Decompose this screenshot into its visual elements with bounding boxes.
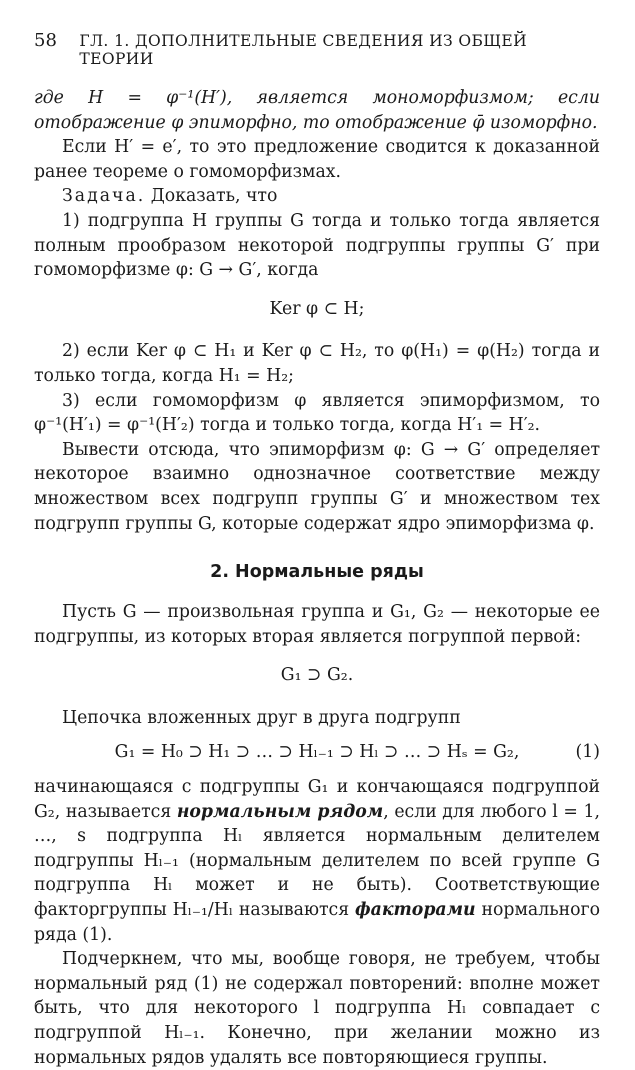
task-paragraph [34, 184, 600, 209]
paragraph: Вывести отсюда, что эпиморфизм φ: G → G′ определяет некоторое взаимно однозначное соответствие между множеством всех подгрупп группы G′ и множеством тех подгрупп группы G, которые содержат ядро эпиморфизма φ. [34, 439, 600, 534]
page-header [34, 30, 600, 68]
running-title: ГЛ. 1. ДОПОЛНИТЕЛЬНЫЕ СВЕДЕНИЯ ИЗ ОБЩЕЙ ТЕОРИИ [79, 32, 528, 68]
task-item-1: 1) подгруппа H группы G тогда и только тогда является полным прообразом некоторой подгруппы группы G′ при гомоморфизме φ: G → G′, когда [34, 210, 600, 281]
text-run: , если для любого l = 1, …, s подгруппа Hₗ является нормальным делителем подгруппы Hₗ₋₁ (нормальным делителем по всей группе G подгруппа Hₗ может и не быть). Соответствующие факторгруппы Hₗ₋₁/Hₗ называются [34, 801, 600, 921]
paragraph: Если H′ = e′, то это предложение сводится к доказанной ранее теореме о гомоморфизмах. [34, 137, 600, 182]
formula-normal-series-body: G₁ = H₀ ⊃ H₁ ⊃ … ⊃ Hₗ₋₁ ⊃ Hₗ ⊃ … ⊃ Hₛ = G₂, [114, 742, 520, 763]
paragraph: Цепочка вложенных друг в друга подгрупп [62, 707, 461, 728]
equation-number: (1) [575, 742, 600, 763]
section-title: 2. Нормальные ряды [210, 562, 424, 583]
term-normal-series: нормальным рядом [176, 801, 384, 822]
task-label: Задача. [62, 186, 146, 207]
formula-normal-series [34, 740, 600, 765]
paragraph: где H = φ⁻¹(H′), является мономорфизмом; если отображение φ эпиморфно, то отображение φ̄ изоморфно. [34, 88, 600, 133]
page-number: 58 [34, 30, 57, 51]
paragraph [34, 775, 600, 947]
formula-inclusion: G₁ ⊃ G₂. [280, 665, 354, 686]
paragraph: Пусть G — произвольная группа и G₁, G₂ — некоторые ее подгруппы, из которых вторая является погруппой первой: [34, 602, 600, 647]
formula-ker: Ker φ ⊂ H; [269, 298, 365, 319]
text-run: нормального ряда (1). [34, 900, 600, 945]
book-page [34, 30, 600, 1070]
task-intro: Доказать, что [150, 186, 278, 207]
paragraph: Подчеркнем, что мы, вообще говоря, не требуем, чтобы нормальный ряд (1) не содержал повторений: вполне может быть, что для некоторого l подгруппа Hₗ совпадает с подгруппой Hₗ₋₁. Конечно, при желании можно из нормальных рядов удалять все повторяющиеся группы. [34, 949, 600, 1068]
task-item-2: 2) если Ker φ ⊂ H₁ и Ker φ ⊂ H₂, то φ(H₁) = φ(H₂) тогда и только тогда, когда H₁ = H₂; [34, 341, 600, 386]
term-factors: факторами [355, 900, 476, 921]
task-item-3: 3) если гомоморфизм φ является эпиморфизмом, то φ⁻¹(H′₁) = φ⁻¹(H′₂) тогда и только тогда, когда H′₁ = H′₂. [34, 390, 600, 436]
text-run: начинающаяся с подгруппы G₁ и кончающаяся подгруппой G₂, называется [34, 777, 600, 822]
